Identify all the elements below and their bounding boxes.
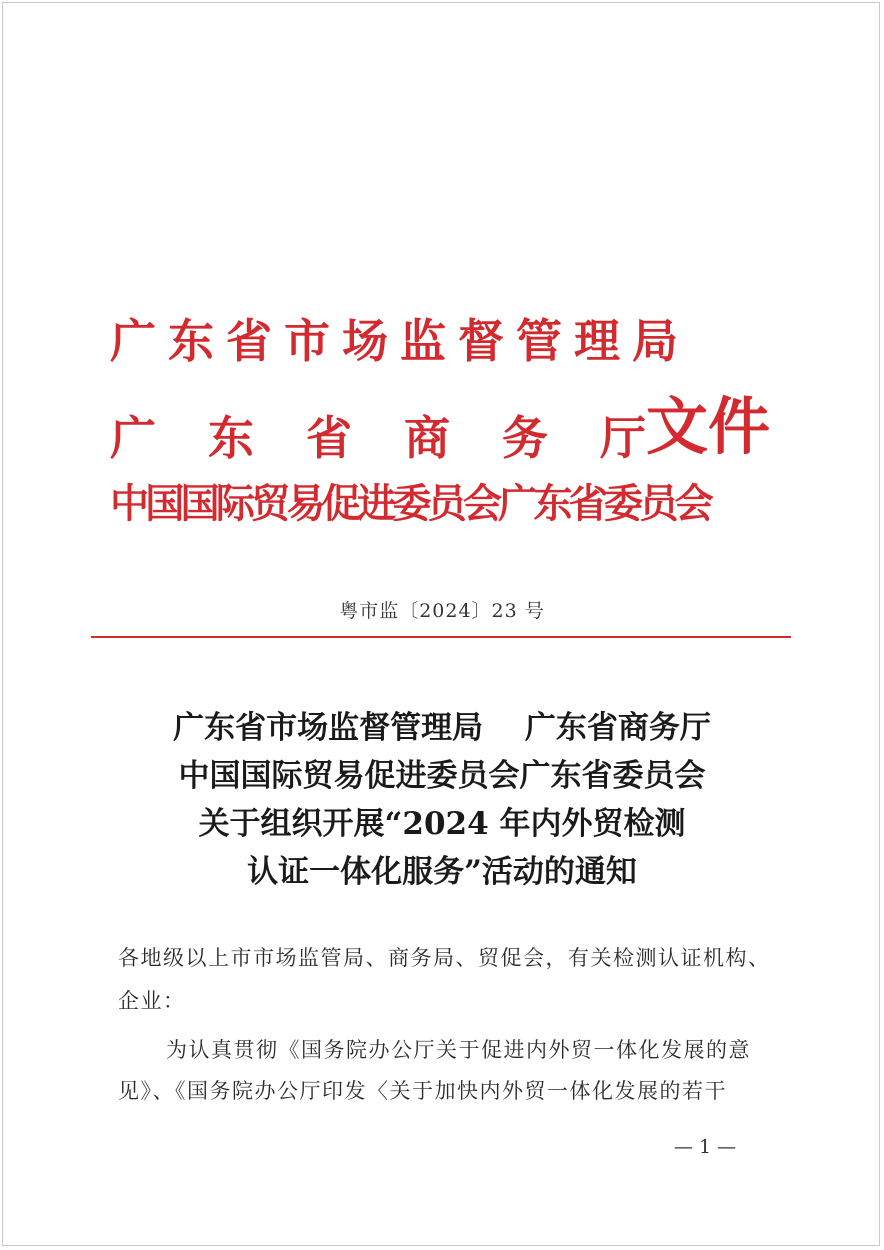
title-line-4: 认证一体化服务”活动的通知 bbox=[247, 854, 637, 890]
issuer-line-commerce-department bbox=[110, 390, 822, 465]
page-number: — 1 — bbox=[674, 1136, 737, 1158]
title-line-2: 中国国际贸易促进委员会广东省委员会 bbox=[178, 758, 706, 794]
title-line-1: 广东省市场监督管理局 广东省商务厅 bbox=[173, 710, 711, 746]
document-suffix: 文件 bbox=[646, 390, 771, 463]
salutation-line-2: 企业： bbox=[118, 989, 186, 1013]
paragraph-line-1: 为认真贯彻《国务院办公厅关于促进内外贸一体化发展的意 bbox=[166, 1038, 751, 1062]
document-title bbox=[0, 704, 884, 896]
document-number: 粤市监〔2024〕23 号 bbox=[339, 600, 545, 622]
salutation-line-1: 各地级以上市市场监管局、商务局、贸促会，有关检测认证机构、 bbox=[118, 946, 771, 970]
paragraph-line-2: 见》、《国务院办公厅印发〈关于加快内外贸一体化发展的若干 bbox=[118, 1079, 727, 1103]
red-divider-line bbox=[91, 636, 791, 638]
issuer-line-ccpit: 中国国际贸易促进委员会广东省委员会 bbox=[110, 481, 710, 527]
title-line-3: 关于组织开展“2024 年内外贸检测 bbox=[198, 806, 686, 842]
issuer-line-2-name: 广东省商务厅 bbox=[110, 411, 698, 465]
issuer-line-market-regulation: 广东省市场监督管理局 bbox=[110, 314, 690, 368]
